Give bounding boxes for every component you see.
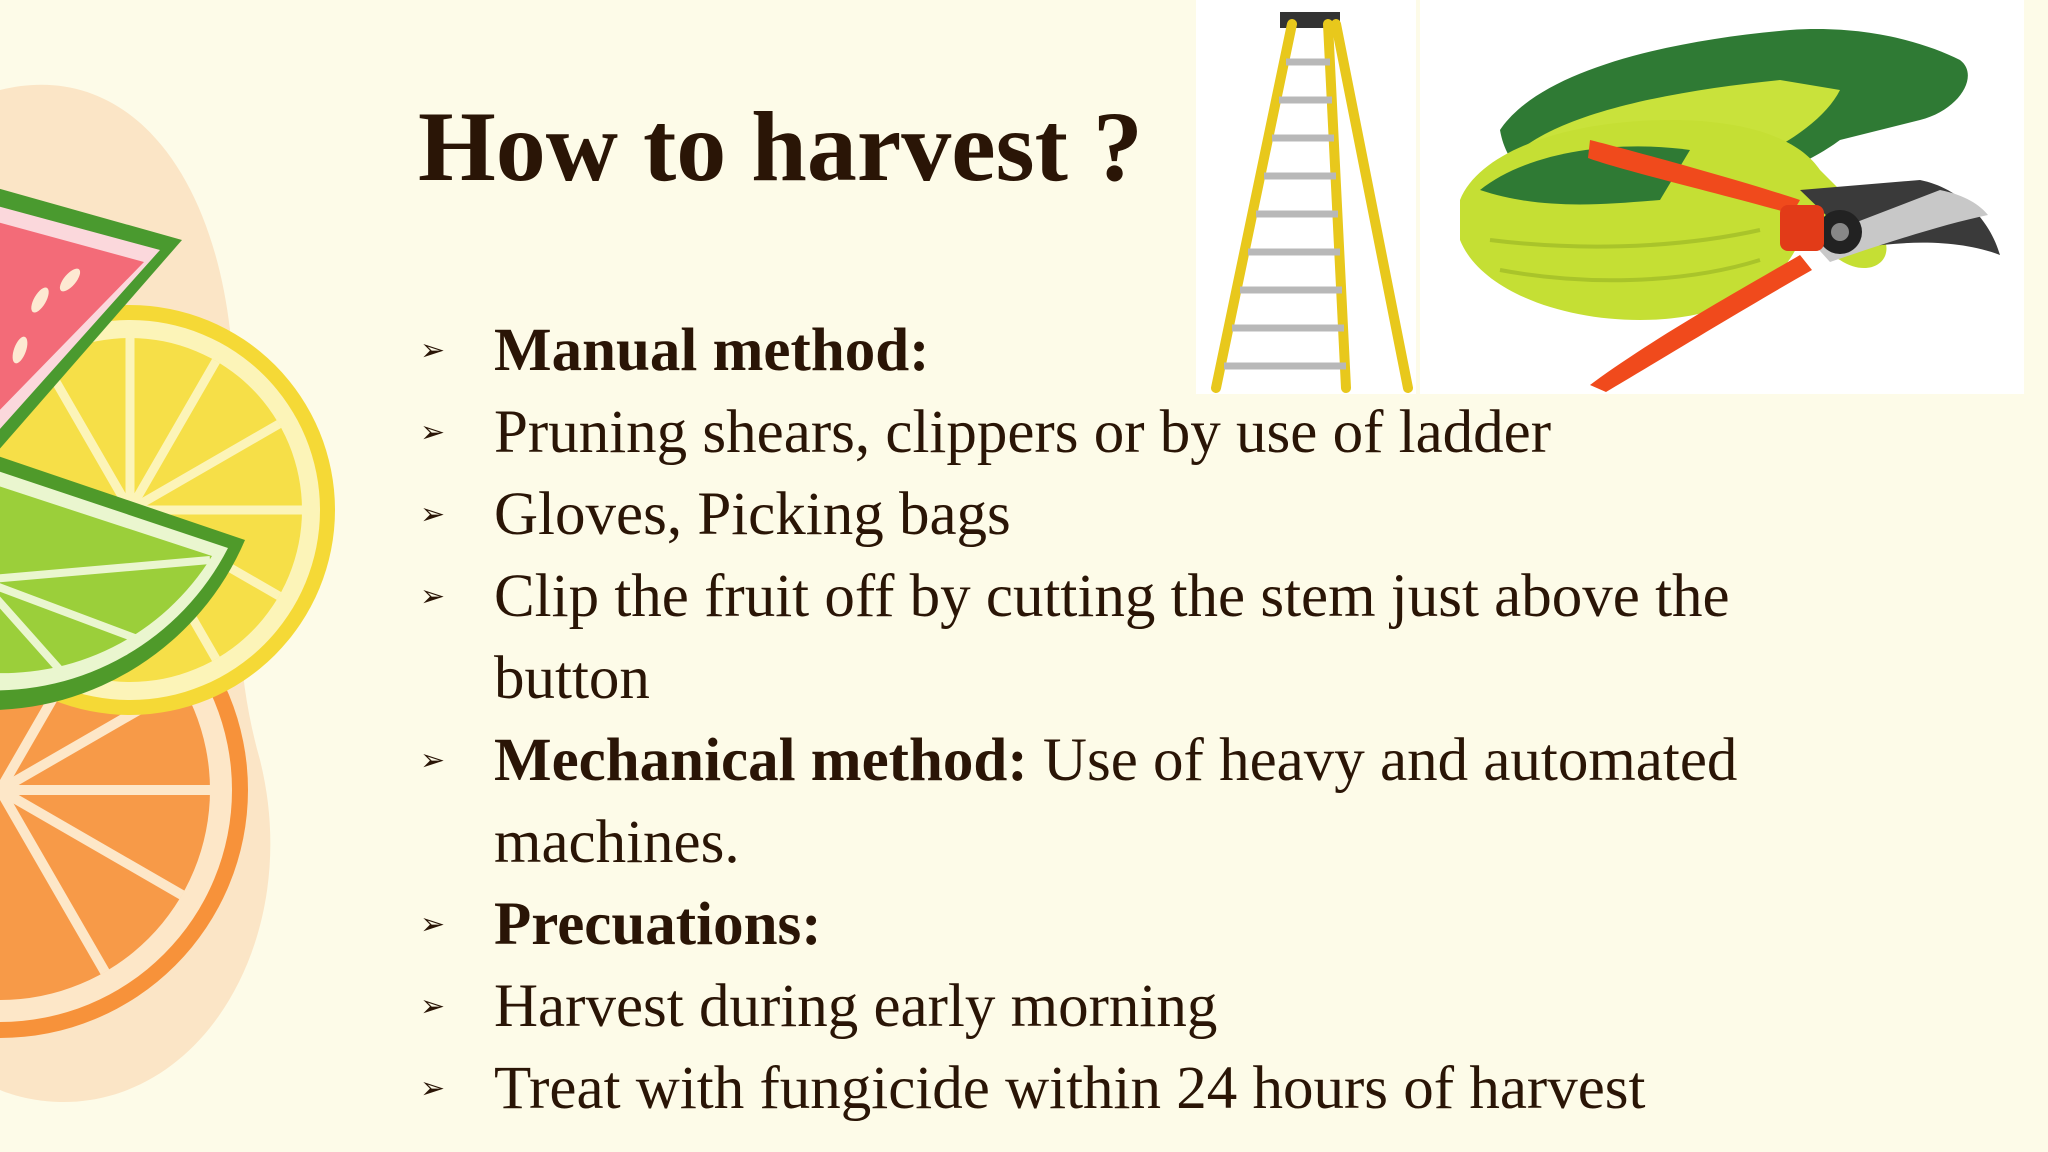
- bullet-text: Harvest during early morning: [494, 973, 1218, 1040]
- bullet-text: Use of heavy and automated machines.: [494, 727, 1738, 876]
- list-item: [418, 1048, 1998, 1130]
- arrow-bullet-icon: ➢: [420, 497, 446, 532]
- bullet-bold-text: Manual method:: [494, 317, 930, 384]
- arrow-bullet-icon: ➢: [420, 333, 446, 368]
- slide-title: How to harvest ?: [418, 91, 1143, 202]
- list-item: [418, 720, 1874, 884]
- bullet-bold-text: Precuations:: [494, 891, 822, 958]
- bullet-text: Pruning shears, clippers or by use of ladder: [494, 399, 1552, 466]
- arrow-bullet-icon: ➢: [420, 907, 446, 942]
- arrow-bullet-icon: ➢: [420, 1071, 446, 1106]
- bullet-text: Clip the fruit off by cutting the stem just above the button: [494, 563, 1730, 712]
- arrow-bullet-icon: ➢: [420, 989, 446, 1024]
- list-item: [418, 310, 1998, 392]
- list-item: [418, 556, 1874, 720]
- arrow-bullet-icon: ➢: [420, 743, 446, 778]
- bullet-text: Gloves, Picking bags: [494, 481, 1011, 548]
- arrow-bullet-icon: ➢: [420, 579, 446, 614]
- bullet-text: Treat with fungicide within 24 hours of harvest: [494, 1055, 1646, 1122]
- list-item: [418, 474, 1998, 556]
- bullet-bold-text: Mechanical method:: [494, 727, 1028, 794]
- arrow-bullet-icon: ➢: [420, 415, 446, 450]
- list-item: [418, 884, 1998, 966]
- citrus-slices-decoration: [0, 0, 360, 1152]
- harvest-bullet-list: [418, 310, 1998, 1130]
- list-item: [418, 392, 1998, 474]
- list-item: [418, 966, 1998, 1048]
